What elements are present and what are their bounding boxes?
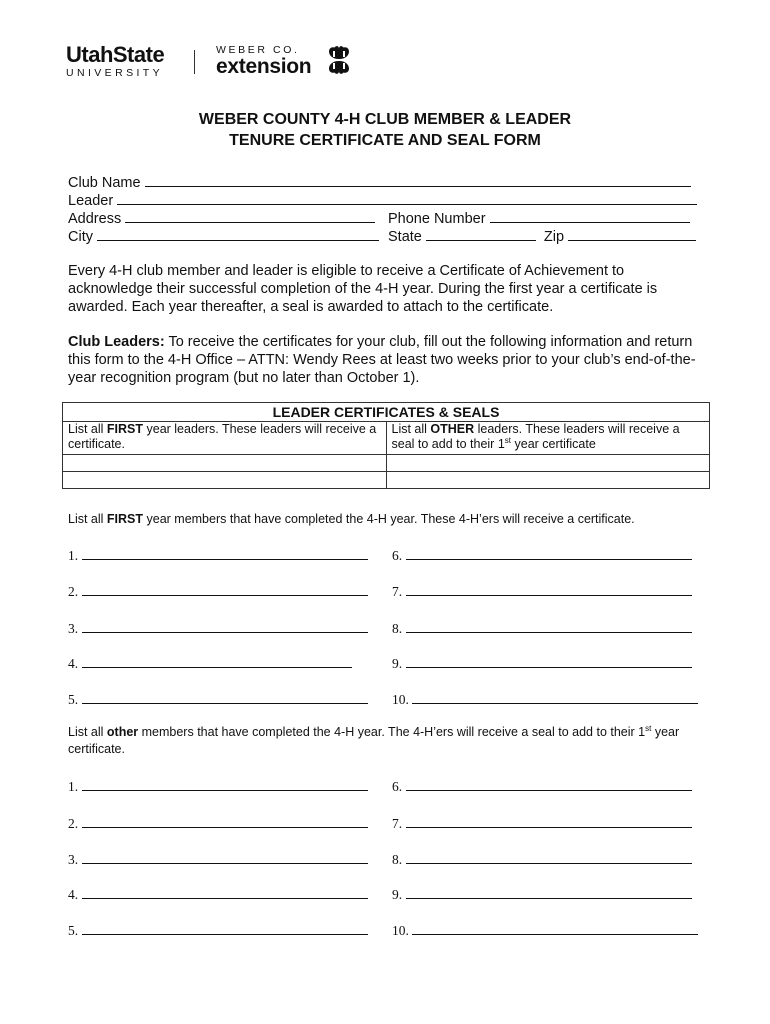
state-field[interactable] <box>426 226 536 241</box>
other-list-entry <box>68 886 368 903</box>
leader-entry-right-1[interactable] <box>386 455 710 472</box>
first-list-entry <box>392 583 692 600</box>
phone-label: Phone Number <box>388 211 486 227</box>
leader-field[interactable] <box>117 190 697 205</box>
entry-number: 6. <box>392 779 403 794</box>
club-leaders-paragraph <box>68 333 708 387</box>
other-leaders-cell <box>386 422 710 455</box>
entry-number: 8. <box>392 852 403 867</box>
first-list-entry <box>68 583 368 600</box>
entry-number: 1. <box>68 779 79 794</box>
club-name-field[interactable] <box>145 172 691 187</box>
first-list-entry <box>392 547 692 564</box>
city-label: City <box>68 229 93 245</box>
usu-logo <box>66 44 164 79</box>
entry-line[interactable] <box>406 886 692 899</box>
leader-label: Leader <box>68 193 114 209</box>
club-leaders-label: Club Leaders: <box>68 334 165 350</box>
entry-number: 2. <box>68 584 79 599</box>
entry-number: 9. <box>392 656 403 671</box>
zip-label: Zip <box>543 229 565 245</box>
first-year-instructions <box>68 511 708 528</box>
club-name-row <box>68 172 691 192</box>
entry-number: 3. <box>68 621 79 636</box>
first-list-entry <box>392 691 698 708</box>
leader-entry-right-2[interactable] <box>386 472 710 489</box>
fy-pre: List all <box>68 512 107 526</box>
entry-line[interactable] <box>412 691 698 704</box>
entry-line[interactable] <box>82 886 368 899</box>
om-post: members that have completed the 4-H year. The 4-H’ers will receive a seal to add to their 1 <box>138 725 646 739</box>
other-list-entry <box>392 851 692 868</box>
first-list-entry <box>392 620 692 637</box>
entry-number: 4. <box>68 656 79 671</box>
left-bold: FIRST <box>106 422 144 436</box>
entry-line[interactable] <box>82 778 368 791</box>
om-post2: year certificate. <box>68 725 680 756</box>
city-field[interactable] <box>97 226 379 241</box>
entry-line[interactable] <box>406 815 692 828</box>
right-bold: OTHER <box>430 422 475 436</box>
entry-line[interactable] <box>406 583 692 596</box>
fy-bold: FIRST <box>106 512 144 526</box>
address-label: Address <box>68 211 122 227</box>
entry-number: 7. <box>392 584 403 599</box>
usu-logo-sub: UNIVERSITY <box>66 67 164 79</box>
intro-paragraph: Every 4-H club member and leader is eligible to receive a Certificate of Achievement to acknowledge their successful completion of the 4-H year. During the first year a certificate is awarded. Each year thereafter, a seal is awarded to attach to the certificate. <box>68 263 658 315</box>
entry-number: 1. <box>68 548 79 563</box>
phone-row <box>388 208 690 228</box>
right-post2: year certificate <box>511 437 596 451</box>
entry-line[interactable] <box>406 778 692 791</box>
other-list-entry <box>68 851 368 868</box>
other-list-entry <box>392 922 698 939</box>
entry-line[interactable] <box>82 547 368 560</box>
entry-number: 6. <box>392 548 403 563</box>
entry-number: 4. <box>68 887 79 902</box>
leader-entry-left-2[interactable] <box>63 472 387 489</box>
other-list-entry <box>68 815 368 832</box>
entry-line[interactable] <box>82 620 368 633</box>
left-post: year leaders. These leaders will receive a certificate. <box>68 422 377 451</box>
entry-number: 2. <box>68 816 79 831</box>
weber-co-label: WEBER CO. <box>216 44 300 56</box>
other-list-entry <box>392 886 692 903</box>
entry-line[interactable] <box>406 620 692 633</box>
leader-row <box>68 190 697 210</box>
entry-number: 10. <box>392 923 409 938</box>
entry-line[interactable] <box>82 815 368 828</box>
other-list-entry <box>68 922 368 939</box>
city-row <box>68 226 379 246</box>
leader-entry-left-1[interactable] <box>63 455 387 472</box>
entry-number: 7. <box>392 816 403 831</box>
left-pre: List all <box>68 422 107 436</box>
entry-line[interactable] <box>82 922 368 935</box>
club-leaders-text: To receive the certificates for your club, fill out the following information and return this form to the 4-H Office – ATTN: Wendy Rees at least two weeks prior to your club’s end-of-the-year recognition program (but no later than October 1). <box>68 334 696 386</box>
entry-number: 5. <box>68 692 79 707</box>
usu-logo-main: UtahState <box>66 42 165 67</box>
right-post1: leaders. These leaders will receive a seal to add to their 1 <box>391 422 680 451</box>
first-list-entry <box>392 655 692 672</box>
first-list-entry <box>68 547 368 564</box>
first-list-entry <box>68 620 368 637</box>
other-members-instructions <box>68 724 708 758</box>
entry-number: 10. <box>392 692 409 707</box>
four-h-clover-icon <box>322 43 356 77</box>
address-field[interactable] <box>125 208 375 223</box>
entry-number: 9. <box>392 887 403 902</box>
right-sup: st <box>504 435 512 445</box>
entry-line[interactable] <box>82 655 352 668</box>
extension-label: extension <box>216 55 312 78</box>
first-list-entry <box>68 655 352 672</box>
entry-number: 3. <box>68 852 79 867</box>
entry-line[interactable] <box>82 583 368 596</box>
logo-divider <box>194 50 195 74</box>
form-title-line2: TENURE CERTIFICATE AND SEAL FORM <box>229 132 541 149</box>
address-row <box>68 208 375 228</box>
entry-line[interactable] <box>406 655 692 668</box>
fy-post: year members that have completed the 4-H year. These 4-H’ers will receive a certificate. <box>143 512 635 526</box>
entry-line[interactable] <box>412 922 698 935</box>
club-name-label: Club Name <box>68 175 141 191</box>
other-list-entry <box>392 778 692 795</box>
zip-field[interactable] <box>568 226 696 241</box>
weber-extension-logo <box>216 44 311 78</box>
om-bold: other <box>106 725 139 739</box>
first-list-entry <box>68 691 368 708</box>
form-title-line1: WEBER COUNTY 4-H CLUB MEMBER & LEADER <box>198 111 572 128</box>
phone-field[interactable] <box>490 208 690 223</box>
entry-line[interactable] <box>82 851 368 864</box>
entry-line[interactable] <box>406 851 692 864</box>
state-zip-row <box>388 226 696 246</box>
om-sup: st <box>645 723 652 733</box>
leader-table-header: LEADER CERTIFICATES & SEALS <box>63 403 710 422</box>
entry-line[interactable] <box>406 547 692 560</box>
entry-line[interactable] <box>82 691 368 704</box>
om-pre: List all <box>68 725 107 739</box>
entry-number: 5. <box>68 923 79 938</box>
entry-number: 8. <box>392 621 403 636</box>
first-year-leaders-cell <box>63 422 387 455</box>
state-label: State <box>388 229 422 245</box>
other-list-entry <box>68 778 368 795</box>
right-pre: List all <box>391 422 431 436</box>
other-list-entry <box>392 815 692 832</box>
leader-certificates-table <box>62 402 710 489</box>
